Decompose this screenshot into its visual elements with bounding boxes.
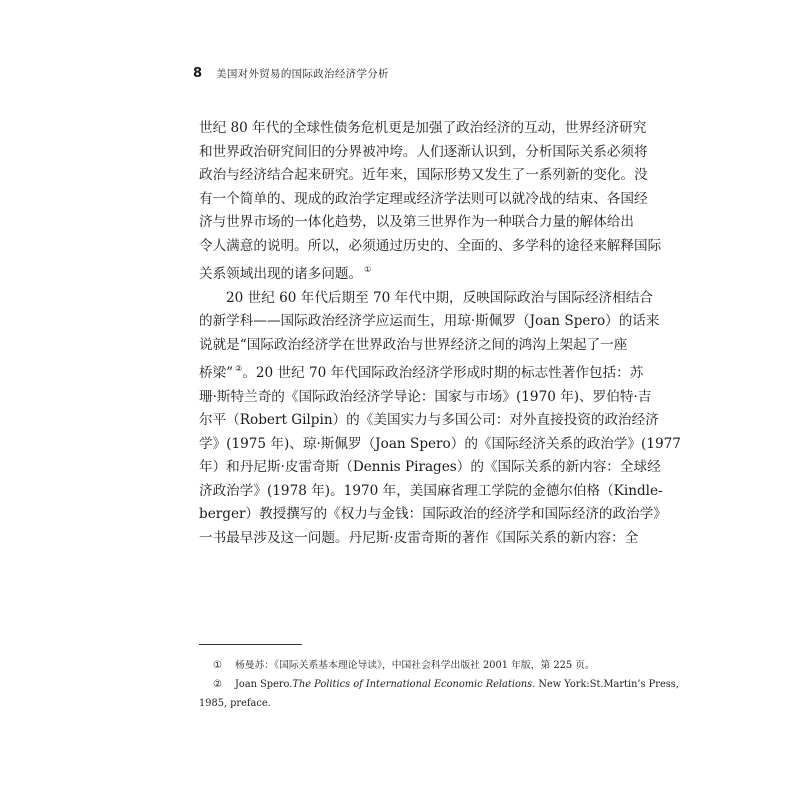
text-line: 令人满意的说明。所以，必须通过历史的、全面的、多学科的途径来解释国际 [199, 237, 662, 254]
text-line: 说就是“国际政治经济学在世界政治与世界经济之间的鸿沟上架起了一座 [199, 336, 628, 353]
text-line: 珊·斯特兰奇的《国际政治经济学导论：国家与市场》(1970 年)、罗伯特·吉 [199, 388, 652, 405]
footnote-ref-2[interactable]: ② [235, 364, 243, 373]
footnote-mark: ② [213, 679, 222, 690]
text-fragment: 。20 世纪 70 年代国际政治经济学形成时期的标志性著作包括：苏 [242, 365, 644, 381]
text-line: 一书最早涉及这一问题。丹尼斯·皮雷奇斯的著作《国际关系的新内容：全 [199, 529, 639, 546]
footnote-1 [199, 656, 609, 675]
footnote-mark: ① [213, 660, 222, 671]
footnote-text: 杨曼苏：《国际关系基本理论导读》，中国社会科学出版社 2001 年版，第 225 页。 [235, 660, 595, 671]
running-title: 美国对外贸易的国际政治经济学分析 [216, 68, 389, 80]
footnote-publisher: New York:St.Martin’s Press, [535, 679, 679, 690]
text-line [199, 258, 609, 287]
text-line: 和世界政治研究间旧的分界被冲垮。人们逐渐认识到，分析国际关系必须将 [199, 143, 648, 160]
text-line: 世纪 80 年代的全球性债务危机更是加强了政治经济的互动，世界经济研究 [199, 120, 647, 136]
text-fragment: 关系领域出现的诸多问题。 [199, 266, 363, 282]
text-line: 的新学科——国际政治经济学应运而生，用琼·斯佩罗（Joan Spero）的话来 [199, 313, 660, 329]
page-number: 8 [193, 66, 203, 81]
text-line: berger）教授撰写的《权力与金钱：国际政治的经济学和国际经济的政治学》 [199, 506, 667, 522]
body-text [199, 117, 681, 550]
text-line: 尔平（Robert Gilpin）的《美国实力与多国公司：对外直接投资的政治经济 [199, 412, 659, 428]
page-header [193, 66, 389, 81]
text-line: 政治与经济结合起来研究。近年来，国际形势又发生了一系列新的变化。没 [199, 167, 648, 183]
footnote-2 [199, 675, 679, 694]
paragraph-first-line: 20 世纪 60 年代后期至 70 年代中期，反映国际政治与国际经济相结合 [226, 289, 653, 306]
footnote-2-continuation: 1985, preface. [199, 698, 271, 709]
text-line: 有一个简单的、现成的政治学定理或经济学法则可以就冷战的结束、各国经 [199, 190, 648, 207]
text-line: 济政治学》(1978 年)。1970 年，美国麻省理工学院的金德尔伯格（Kindle- [199, 482, 663, 499]
footnote-ref-1[interactable]: ① [364, 265, 372, 274]
text-line: 济与世界市场的一体化趋势，以及第三世界作为一种联合力量的解体给出 [199, 214, 634, 230]
text-line: 学》(1975 年)、琼·斯佩罗（Joan Spero）的《国际经济关系的政治学》(1977 [199, 435, 681, 452]
footnotes [199, 656, 679, 713]
footnote-author: Joan Spero. [235, 679, 293, 690]
text-line [199, 357, 644, 386]
text-fragment: 桥梁” [199, 365, 234, 381]
footnote-book-title: The Politics of International Economic Relations. [292, 679, 536, 690]
footnote-divider [199, 644, 302, 645]
text-line: 年）和丹尼斯·皮雷奇斯（Dennis Pirages）的《国际关系的新内容：全球经 [199, 459, 661, 475]
